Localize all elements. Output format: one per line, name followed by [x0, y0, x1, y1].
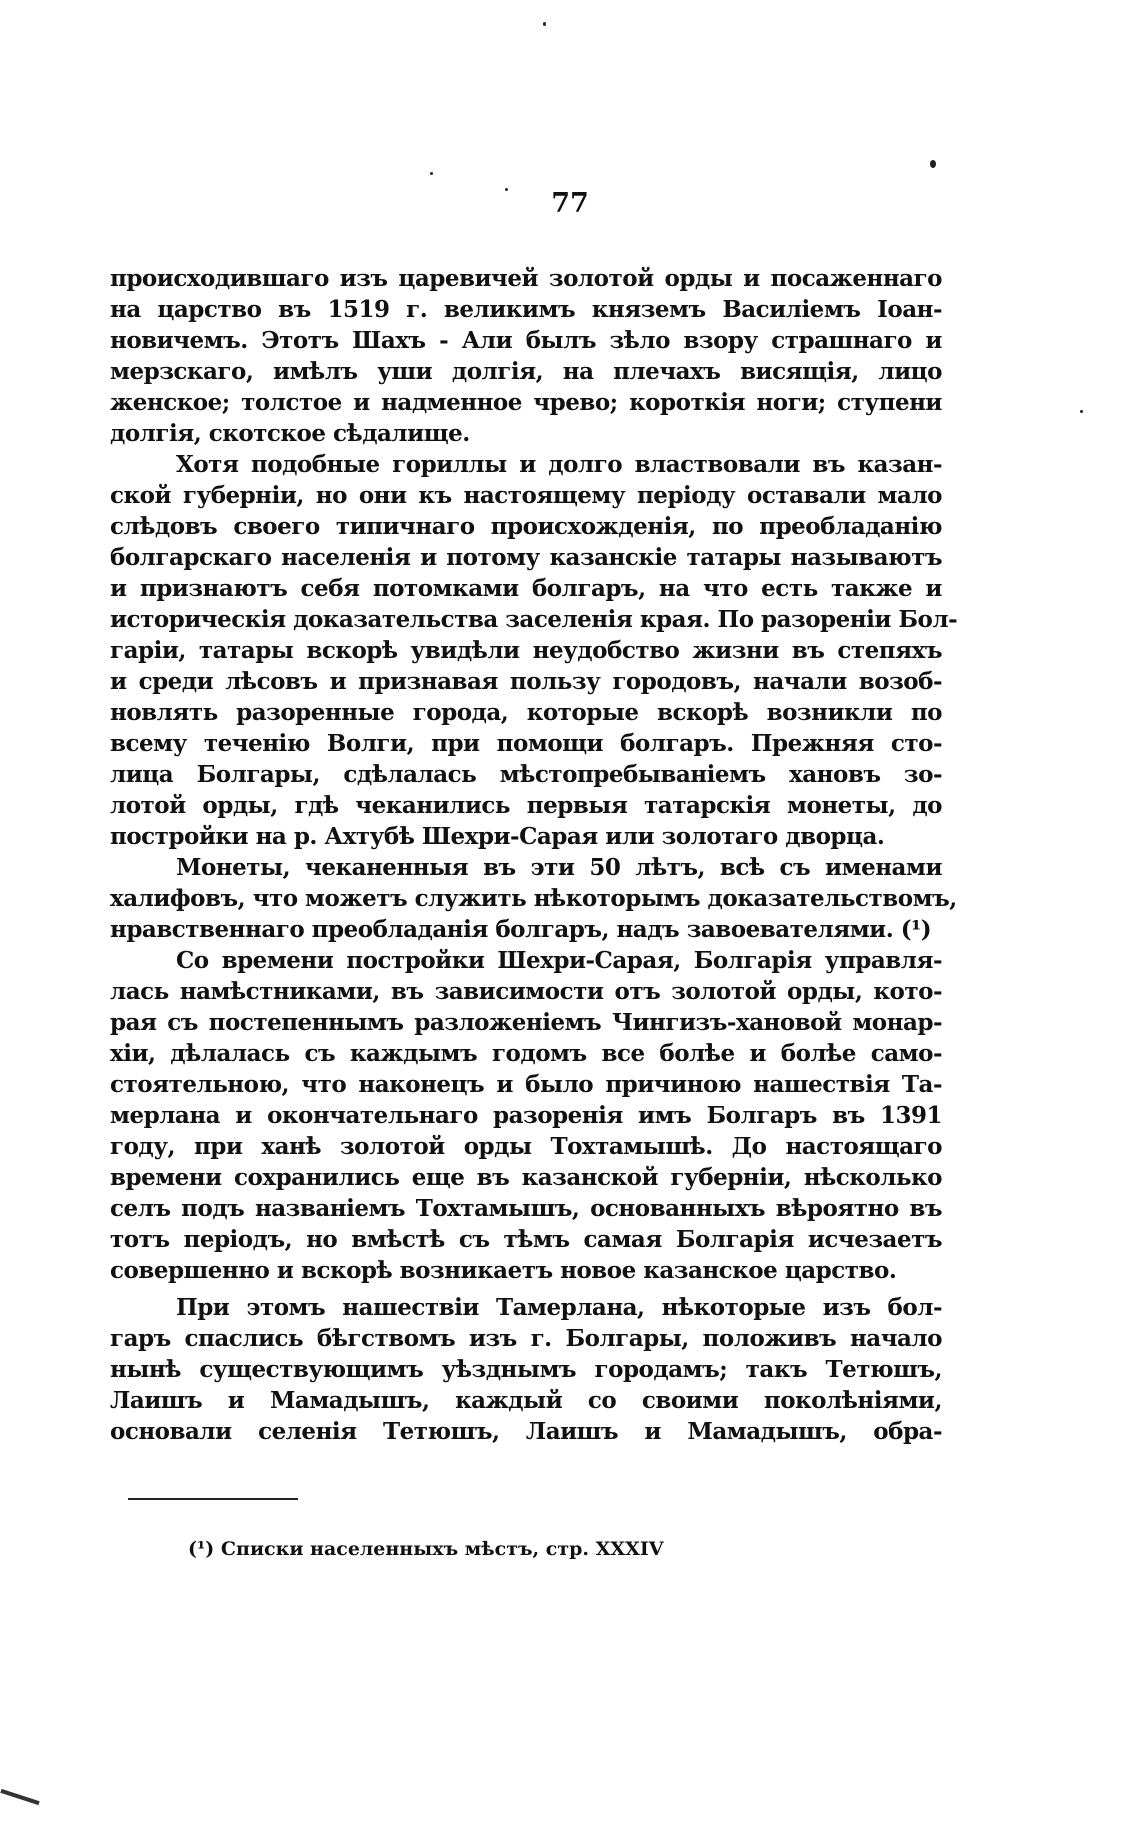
- text-line: лотой орды, гдѣ чеканились первыя татарскія монеты, до: [110, 792, 942, 819]
- text-line: Со времени постройки Шехри-Сарая, Болгарія управля-: [176, 947, 942, 974]
- text-line: халифовъ, что можетъ служить нѣкоторымъ доказательствомъ,: [110, 885, 957, 912]
- footnote-divider: [128, 1498, 298, 1500]
- body-text: [110, 263, 958, 1447]
- text-line: постройки на р. Ахтубѣ Шехри-Сарая или золотаго дворца.: [110, 823, 885, 850]
- scan-edge-mark: [0, 1789, 39, 1805]
- text-line: на царство въ 1519 г. великимъ княземъ Василіемъ Іоан-: [110, 296, 942, 323]
- print-speck: [543, 22, 546, 26]
- text-line: лица Болгары, сдѣлалась мѣстопребываніемъ хановъ зо-: [110, 761, 942, 788]
- footnote: (¹) Списки населенныхъ мѣстъ, стр. XXXIV: [188, 1538, 664, 1560]
- print-speck: [430, 172, 433, 175]
- text-line: гаръ спаслись бѣгствомъ изъ г. Болгары, положивъ начало: [110, 1325, 942, 1352]
- text-line: нравственнаго преобладанія болгаръ, надъ завоевателями. (¹): [110, 916, 932, 943]
- text-line: мерзскаго, имѣлъ уши долгія, на плечахъ висящія, лицо: [110, 358, 942, 385]
- text-line: тотъ періодъ, но вмѣстѣ съ тѣмъ самая Болгарія исчезаетъ: [110, 1226, 942, 1253]
- text-line: происходившаго изъ царевичей золотой орды и посаженнаго: [110, 265, 942, 292]
- text-line: При этомъ нашествіи Тамерлана, нѣкоторые изъ бол-: [176, 1294, 942, 1321]
- text-line: ской губерніи, но они къ настоящему періоду оставали мало: [110, 482, 942, 509]
- text-line: стоятельною, что наконецъ и было причиною нашествія Та-: [110, 1071, 942, 1098]
- text-line: совершенно и вскорѣ возникаетъ новое казанское царство.: [110, 1257, 897, 1284]
- text-line: году, при ханѣ золотой орды Тохтамышѣ. До настоящаго: [110, 1133, 942, 1160]
- text-line: мерлана и окончательнаго разоренія имъ Болгаръ въ 1391: [110, 1102, 942, 1129]
- text-line: и среди лѣсовъ и признавая пользу городовъ, начали возоб-: [110, 668, 942, 695]
- text-line: Монеты, чеканенныя въ эти 50 лѣтъ, всѣ съ именами: [176, 854, 942, 881]
- text-line: нынѣ существующимъ уѣзднымъ городамъ; такъ Тетюшъ,: [110, 1356, 942, 1383]
- text-line: рая съ постепеннымъ разложеніемъ Чингизъ-хановой монар-: [110, 1009, 942, 1036]
- page-number: 77: [551, 188, 589, 219]
- text-line: новлять разоренные города, которые вскорѣ возникли по: [110, 699, 942, 726]
- text-line: слѣдовъ своего типичнаго происхожденія, по преобладанію: [110, 513, 942, 540]
- text-line: женское; толстое и надменное чрево; короткія ноги; ступени: [110, 389, 942, 416]
- text-line: долгія, скотское сѣдалище.: [110, 420, 470, 447]
- text-line: новичемъ. Этотъ Шахъ - Али былъ зѣло взору страшнаго и: [110, 327, 942, 354]
- text-line: лась намѣстниками, въ зависимости отъ золотой орды, кото-: [110, 978, 942, 1005]
- print-speck: [1080, 410, 1083, 413]
- text-line: болгарскаго населенія и потому казанскіе татары называютъ: [110, 544, 942, 571]
- text-line: историческія доказательства заселенія края. По разореніи Бол-: [110, 606, 958, 633]
- text-line: основали селенія Тетюшъ, Лаишъ и Мамадышъ, обра-: [110, 1418, 942, 1445]
- text-line: Лаишъ и Мамадышъ, каждый со своими поколѣніями,: [110, 1387, 942, 1414]
- text-line: Хотя подобные гориллы и долго властвовали въ казан-: [176, 451, 942, 478]
- text-line: всему теченію Волги, при помощи болгаръ. Прежняя сто-: [110, 730, 942, 757]
- text-line: селъ подъ названіемъ Тохтамышъ, основанныхъ вѣроятно въ: [110, 1195, 942, 1222]
- print-speck: [930, 160, 936, 168]
- text-line: времени сохранились еще въ казанской губерніи, нѣсколько: [110, 1164, 942, 1191]
- text-line: и признаютъ себя потомками болгаръ, на что есть также и: [110, 575, 942, 602]
- text-line: гаріи, татары вскорѣ увидѣли неудобство жизни въ степяхъ: [110, 637, 942, 664]
- text-line: хіи, дѣлалась съ каждымъ годомъ все болѣе и болѣе само-: [110, 1040, 942, 1067]
